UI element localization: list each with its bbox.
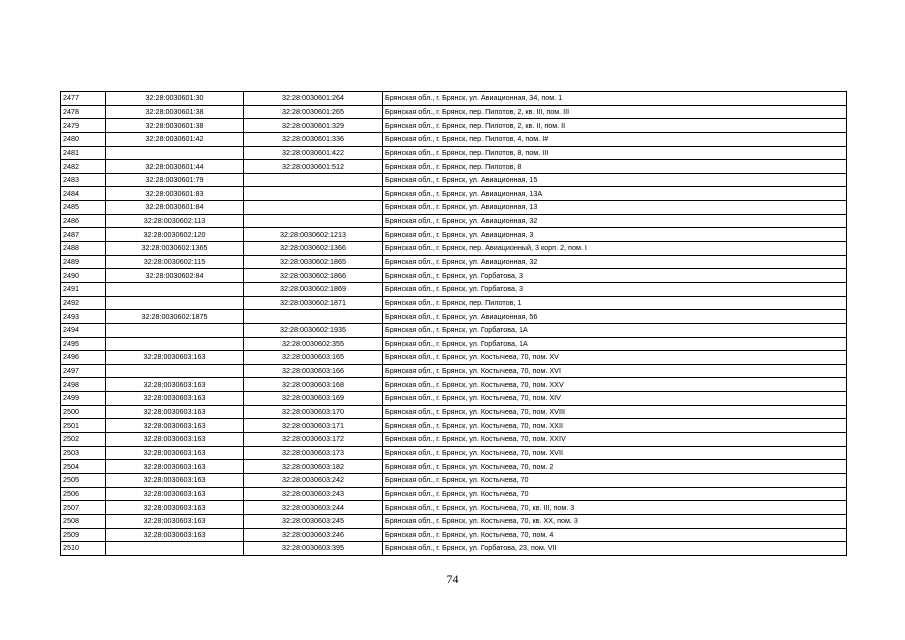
land-parcel-number-cell xyxy=(106,323,244,337)
row-number-cell: 2480 xyxy=(61,132,106,146)
land-parcel-number-cell: 32:28:0030602:115 xyxy=(106,255,244,269)
table-row xyxy=(61,269,847,283)
object-cadastral-number-cell: 32:28:0030602:1213 xyxy=(244,228,383,242)
address-cell: Брянская обл., г. Брянск, ул. Костычева, 70 xyxy=(383,487,847,501)
address-cell: Брянская обл., г. Брянск, пер. Пилотов, 8 xyxy=(383,160,847,174)
table-row xyxy=(61,351,847,365)
object-cadastral-number-cell xyxy=(244,310,383,324)
row-number-cell: 2479 xyxy=(61,119,106,133)
land-parcel-number-cell: 32:28:0030601:38 xyxy=(106,105,244,119)
row-number-cell: 2490 xyxy=(61,269,106,283)
table-row xyxy=(61,201,847,215)
object-cadastral-number-cell: 32:28:0030602:1865 xyxy=(244,255,383,269)
table-row xyxy=(61,405,847,419)
land-parcel-number-cell xyxy=(106,282,244,296)
address-cell: Брянская обл., г. Брянск, ул. Горбатова, 1А xyxy=(383,337,847,351)
table-row xyxy=(61,446,847,460)
table-row xyxy=(61,514,847,528)
object-cadastral-number-cell: 32:28:0030603:166 xyxy=(244,364,383,378)
row-number-cell: 2502 xyxy=(61,433,106,447)
object-cadastral-number-cell: 32:28:0030603:173 xyxy=(244,446,383,460)
row-number-cell: 2495 xyxy=(61,337,106,351)
land-parcel-number-cell: 32:28:0030602:113 xyxy=(106,214,244,228)
address-cell: Брянская обл., г. Брянск, ул. Горбатова, 3 xyxy=(383,282,847,296)
table-row xyxy=(61,296,847,310)
table-row xyxy=(61,132,847,146)
row-number-cell: 2496 xyxy=(61,351,106,365)
table-row xyxy=(61,173,847,187)
table-row xyxy=(61,433,847,447)
land-parcel-number-cell: 32:28:0030601:30 xyxy=(106,92,244,106)
address-cell: Брянская обл., г. Брянск, пер. Авиационный, 3 корп. 2, пом. I xyxy=(383,242,847,256)
row-number-cell: 2482 xyxy=(61,160,106,174)
address-cell: Брянская обл., г. Брянск, ул. Авиационная, 13 xyxy=(383,201,847,215)
row-number-cell: 2487 xyxy=(61,228,106,242)
address-cell: Брянская обл., г. Брянск, ул. Костычева, 70, пом. XV xyxy=(383,351,847,365)
row-number-cell: 2498 xyxy=(61,378,106,392)
object-cadastral-number-cell: 32:28:0030602:1366 xyxy=(244,242,383,256)
row-number-cell: 2507 xyxy=(61,501,106,515)
object-cadastral-number-cell: 32:28:0030602:1866 xyxy=(244,269,383,283)
land-parcel-number-cell: 32:28:0030601:44 xyxy=(106,160,244,174)
object-cadastral-number-cell: 32:28:0030601:329 xyxy=(244,119,383,133)
row-number-cell: 2493 xyxy=(61,310,106,324)
table-body xyxy=(61,92,847,556)
table-row xyxy=(61,310,847,324)
land-parcel-number-cell: 32:28:0030603:163 xyxy=(106,487,244,501)
land-parcel-number-cell: 32:28:0030603:163 xyxy=(106,473,244,487)
object-cadastral-number-cell: 32:28:0030603:243 xyxy=(244,487,383,501)
land-parcel-number-cell: 32:28:0030603:163 xyxy=(106,419,244,433)
land-parcel-number-cell: 32:28:0030602:1365 xyxy=(106,242,244,256)
land-parcel-number-cell xyxy=(106,146,244,160)
table-row xyxy=(61,242,847,256)
object-cadastral-number-cell: 32:28:0030603:168 xyxy=(244,378,383,392)
row-number-cell: 2503 xyxy=(61,446,106,460)
object-cadastral-number-cell xyxy=(244,214,383,228)
address-cell: Брянская обл., г. Брянск, ул. Костычева, 70, пом. XXV xyxy=(383,378,847,392)
table-row xyxy=(61,119,847,133)
land-parcel-number-cell: 32:28:0030603:163 xyxy=(106,514,244,528)
address-cell: Брянская обл., г. Брянск, ул. Костычева, 70, пом. XVIII xyxy=(383,405,847,419)
table-row xyxy=(61,364,847,378)
table-row xyxy=(61,92,847,106)
land-parcel-number-cell xyxy=(106,337,244,351)
table-row xyxy=(61,487,847,501)
row-number-cell: 2501 xyxy=(61,419,106,433)
object-cadastral-number-cell: 32:28:0030603:172 xyxy=(244,433,383,447)
address-cell: Брянская обл., г. Брянск, ул. Горбатова, 3 xyxy=(383,269,847,283)
object-cadastral-number-cell: 32:28:0030603:170 xyxy=(244,405,383,419)
land-parcel-number-cell: 32:28:0030603:163 xyxy=(106,446,244,460)
address-cell: Брянская обл., г. Брянск, ул. Костычева, 70 xyxy=(383,473,847,487)
object-cadastral-number-cell: 32:28:0030603:182 xyxy=(244,460,383,474)
table-row xyxy=(61,392,847,406)
row-number-cell: 2505 xyxy=(61,473,106,487)
object-cadastral-number-cell: 32:28:0030603:165 xyxy=(244,351,383,365)
address-cell: Брянская обл., г. Брянск, ул. Костычева, 70, кв. XX, пом. 3 xyxy=(383,514,847,528)
object-cadastral-number-cell xyxy=(244,173,383,187)
object-cadastral-number-cell: 32:28:0030601:336 xyxy=(244,132,383,146)
table-row xyxy=(61,419,847,433)
table-row xyxy=(61,460,847,474)
object-cadastral-number-cell: 32:28:0030603:171 xyxy=(244,419,383,433)
table-row xyxy=(61,255,847,269)
row-number-cell: 2491 xyxy=(61,282,106,296)
address-cell: Брянская обл., г. Брянск, пер. Пилотов, 2, кв. III, пом. III xyxy=(383,105,847,119)
row-number-cell: 2485 xyxy=(61,201,106,215)
land-parcel-number-cell: 32:28:0030603:163 xyxy=(106,405,244,419)
land-parcel-number-cell: 32:28:0030603:163 xyxy=(106,351,244,365)
land-parcel-number-cell: 32:28:0030602:120 xyxy=(106,228,244,242)
table-row xyxy=(61,337,847,351)
object-cadastral-number-cell: 32:28:0030603:245 xyxy=(244,514,383,528)
table-row xyxy=(61,542,847,556)
address-cell: Брянская обл., г. Брянск, пер. Пилотов, 8, пом. III xyxy=(383,146,847,160)
address-cell: Брянская обл., г. Брянск, ул. Костычева, 70, пом. 2 xyxy=(383,460,847,474)
address-cell: Брянская обл., г. Брянск, ул. Авиационная, 13А xyxy=(383,187,847,201)
row-number-cell: 2481 xyxy=(61,146,106,160)
table-row xyxy=(61,160,847,174)
land-parcel-number-cell: 32:28:0030603:163 xyxy=(106,378,244,392)
table-row xyxy=(61,473,847,487)
object-cadastral-number-cell: 32:28:0030602:1935 xyxy=(244,323,383,337)
object-cadastral-number-cell xyxy=(244,187,383,201)
table-row xyxy=(61,146,847,160)
object-cadastral-number-cell: 32:28:0030603:244 xyxy=(244,501,383,515)
land-parcel-number-cell: 32:28:0030603:163 xyxy=(106,501,244,515)
land-parcel-number-cell: 32:28:0030601:79 xyxy=(106,173,244,187)
row-number-cell: 2492 xyxy=(61,296,106,310)
row-number-cell: 2483 xyxy=(61,173,106,187)
land-parcel-number-cell: 32:28:0030602:1875 xyxy=(106,310,244,324)
land-parcel-number-cell: 32:28:0030601:83 xyxy=(106,187,244,201)
row-number-cell: 2497 xyxy=(61,364,106,378)
object-cadastral-number-cell: 32:28:0030601:512 xyxy=(244,160,383,174)
land-parcel-number-cell: 32:28:0030603:163 xyxy=(106,392,244,406)
address-cell: Брянская обл., г. Брянск, ул. Авиационная, 3 xyxy=(383,228,847,242)
address-cell: Брянская обл., г. Брянск, ул. Авиационная, 56 xyxy=(383,310,847,324)
address-cell: Брянская обл., г. Брянск, пер. Пилотов, 4, пом. I# xyxy=(383,132,847,146)
row-number-cell: 2504 xyxy=(61,460,106,474)
address-cell: Брянская обл., г. Брянск, ул. Авиационная, 34, пом. 1 xyxy=(383,92,847,106)
page-number: 74 xyxy=(446,572,459,586)
table-row xyxy=(61,214,847,228)
address-cell: Брянская обл., г. Брянск, пер. Пилотов, 2, кв. II, пом. II xyxy=(383,119,847,133)
table-row xyxy=(61,501,847,515)
row-number-cell: 2509 xyxy=(61,528,106,542)
row-number-cell: 2510 xyxy=(61,542,106,556)
object-cadastral-number-cell: 32:28:0030601:264 xyxy=(244,92,383,106)
table-row xyxy=(61,228,847,242)
object-cadastral-number-cell: 32:28:0030601:422 xyxy=(244,146,383,160)
land-parcel-number-cell: 32:28:0030601:84 xyxy=(106,201,244,215)
row-number-cell: 2488 xyxy=(61,242,106,256)
land-parcel-number-cell: 32:28:0030603:163 xyxy=(106,460,244,474)
row-number-cell: 2494 xyxy=(61,323,106,337)
table-row xyxy=(61,323,847,337)
object-cadastral-number-cell: 32:28:0030601:265 xyxy=(244,105,383,119)
land-parcel-number-cell: 32:28:0030601:42 xyxy=(106,132,244,146)
land-parcel-number-cell xyxy=(106,364,244,378)
address-cell: Брянская обл., г. Брянск, ул. Костычева, 70, пом. XIV xyxy=(383,392,847,406)
address-cell: Брянская обл., г. Брянск, ул. Костычева, 70, пом. 4 xyxy=(383,528,847,542)
object-cadastral-number-cell: 32:28:0030603:169 xyxy=(244,392,383,406)
address-cell: Брянская обл., г. Брянск, ул. Авиационная, 32 xyxy=(383,255,847,269)
land-parcel-number-cell: 32:28:0030602:84 xyxy=(106,269,244,283)
table-row xyxy=(61,528,847,542)
address-cell: Брянская обл., г. Брянск, ул. Горбатова, 1А xyxy=(383,323,847,337)
row-number-cell: 2489 xyxy=(61,255,106,269)
object-cadastral-number-cell: 32:28:0030602:1869 xyxy=(244,282,383,296)
object-cadastral-number-cell: 32:28:0030603:246 xyxy=(244,528,383,542)
object-cadastral-number-cell: 32:28:0030602:1871 xyxy=(244,296,383,310)
row-number-cell: 2499 xyxy=(61,392,106,406)
address-cell: Брянская обл., г. Брянск, ул. Авиационная, 32 xyxy=(383,214,847,228)
address-cell: Брянская обл., г. Брянск, ул. Костычева, 70, пом. XVI xyxy=(383,364,847,378)
object-cadastral-number-cell: 32:28:0030603:395 xyxy=(244,542,383,556)
address-cell: Брянская обл., г. Брянск, ул. Костычева, 70, пом. XXII xyxy=(383,419,847,433)
address-cell: Брянская обл., г. Брянск, ул. Костычева, 70, пом. XXIV xyxy=(383,433,847,447)
cadastral-table xyxy=(60,91,847,556)
object-cadastral-number-cell: 32:28:0030602:355 xyxy=(244,337,383,351)
address-cell: Брянская обл., г. Брянск, ул. Авиационная, 15 xyxy=(383,173,847,187)
row-number-cell: 2478 xyxy=(61,105,106,119)
table-row xyxy=(61,187,847,201)
row-number-cell: 2477 xyxy=(61,92,106,106)
land-parcel-number-cell xyxy=(106,542,244,556)
object-cadastral-number-cell xyxy=(244,201,383,215)
land-parcel-number-cell xyxy=(106,296,244,310)
address-cell: Брянская обл., г. Брянск, ул. Костычева, 70, кв. III, пом. 3 xyxy=(383,501,847,515)
row-number-cell: 2500 xyxy=(61,405,106,419)
table-row xyxy=(61,282,847,296)
row-number-cell: 2486 xyxy=(61,214,106,228)
row-number-cell: 2484 xyxy=(61,187,106,201)
object-cadastral-number-cell: 32:28:0030603:242 xyxy=(244,473,383,487)
land-parcel-number-cell: 32:28:0030603:163 xyxy=(106,433,244,447)
land-parcel-number-cell: 32:28:0030601:38 xyxy=(106,119,244,133)
table-row xyxy=(61,378,847,392)
table-row xyxy=(61,105,847,119)
address-cell: Брянская обл., г. Брянск, ул. Горбатова, 23, пом. VII xyxy=(383,542,847,556)
address-cell: Брянская обл., г. Брянск, пер. Пилотов, 1 xyxy=(383,296,847,310)
address-cell: Брянская обл., г. Брянск, ул. Костычева, 70, пом. XVII xyxy=(383,446,847,460)
land-parcel-number-cell: 32:28:0030603:163 xyxy=(106,528,244,542)
row-number-cell: 2506 xyxy=(61,487,106,501)
row-number-cell: 2508 xyxy=(61,514,106,528)
